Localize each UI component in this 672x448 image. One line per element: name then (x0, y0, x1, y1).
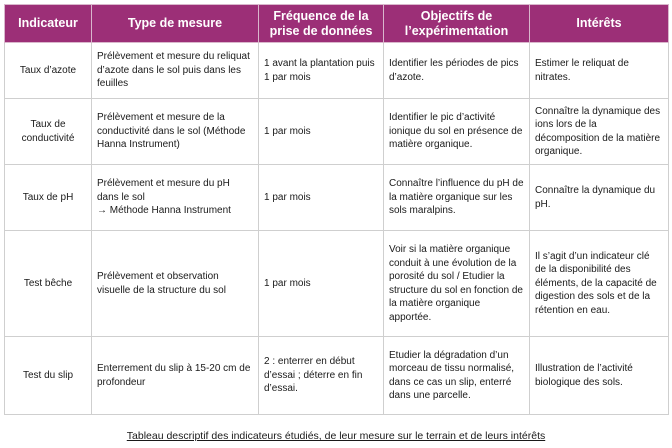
table-row (5, 337, 669, 415)
table-row (5, 165, 669, 231)
header-indicateur: Indicateur (5, 5, 92, 43)
cell-type-de-mesure: Prélèvement et mesure du reliquat d’azote dans le sol puis dans les feuilles (92, 43, 259, 99)
cell-interets: Connaître la dynamique des ions lors de la décomposition de la matière organique. (530, 99, 669, 165)
cell-interets: Connaître la dynamique du pH. (530, 165, 669, 231)
cell-objectifs: Connaître l’influence du pH de la matière organique sur les sols maralpins. (384, 165, 530, 231)
cell-frequence: 1 par mois (259, 99, 384, 165)
table-caption: Tableau descriptif des indicateurs étudiés, de leur mesure sur le terrain et de leurs intérêts (126, 430, 546, 442)
cell-objectifs: Identifier le pic d’activité ionique du sol en présence de matière organique. (384, 99, 530, 165)
cell-type-de-mesure: Enterrement du slip à 15-20 cm de profondeur (92, 337, 259, 415)
cell-interets: Estimer le reliquat de nitrates. (530, 43, 669, 99)
cell-objectifs: Etudier la dégradation d’un morceau de tissu normalisé, dans ce cas un slip, enterré dans une parcelle. (384, 337, 530, 415)
cell-frequence: 1 par mois (259, 165, 384, 231)
cell-frequence: 2 : enterrer en début d’essai ; déterre en fin d’essai. (259, 337, 384, 415)
cell-frequence: 1 par mois (259, 231, 384, 337)
cell-type-de-mesure: Prélèvement et observation visuelle de la structure du sol (92, 231, 259, 337)
cell-interets: Il s’agit d’un indicateur clé de la disponibilité des éléments, de la capacité de digestion des sols et de la rétention en eau. (530, 231, 669, 337)
cell-indicateur: Test bêche (5, 231, 92, 337)
cell-frequence: 1 avant la plantation puis 1 par mois (259, 43, 384, 99)
cell-objectifs: Identifier les périodes de pics d’azote. (384, 43, 530, 99)
cell-indicateur: Taux de conductivité (5, 99, 92, 165)
cell-type-de-mesure: Prélèvement et mesure du pH dans le sol → Méthode Hanna Instrument (92, 165, 259, 231)
table-row (5, 99, 669, 165)
cell-type-de-mesure: Prélèvement et mesure de la conductivité dans le sol (Méthode Hanna Instrument) (92, 99, 259, 165)
table-row (5, 231, 669, 337)
indicators-table (4, 4, 669, 415)
cell-indicateur: Taux de pH (5, 165, 92, 231)
header-objectifs: Objectifs de l’expérimentation (384, 5, 530, 43)
cell-indicateur: Test du slip (5, 337, 92, 415)
cell-objectifs: Voir si la matière organique conduit à une évolution de la porosité du sol / Etudier la structure du sol en fonction de la matière organique apportée. (384, 231, 530, 337)
table-header-row (5, 5, 669, 43)
header-type-de-mesure: Type de mesure (92, 5, 259, 43)
header-frequence: Fréquence de la prise de données (259, 5, 384, 43)
cell-indicateur: Taux d’azote (5, 43, 92, 99)
header-interets: Intérêts (530, 5, 669, 43)
table-row (5, 43, 669, 99)
cell-interets: Illustration de l’activité biologique des sols. (530, 337, 669, 415)
